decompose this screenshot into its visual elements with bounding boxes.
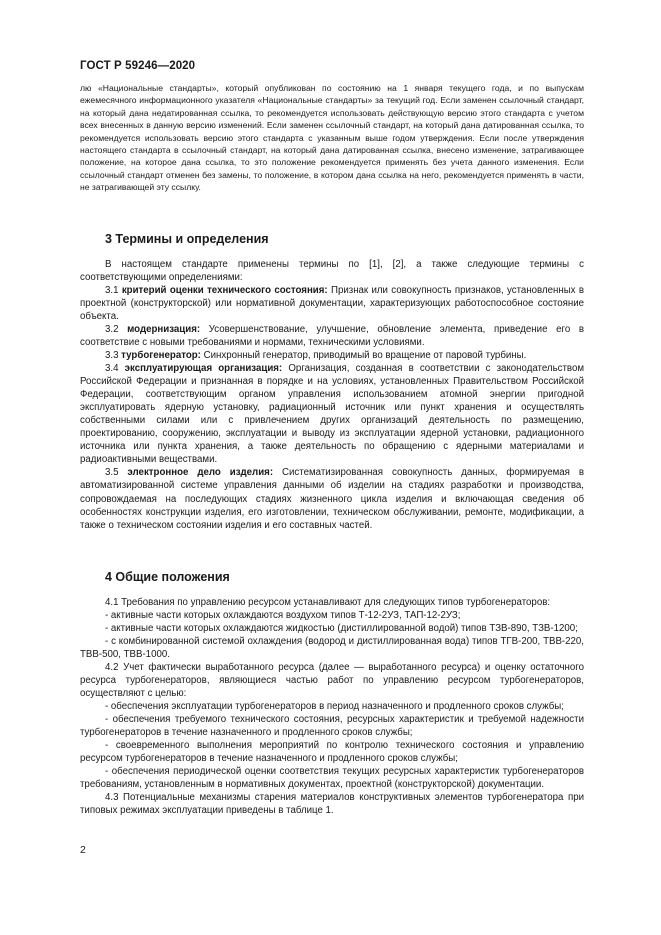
list-item: - активные части которых охлаждаются жидкостью (дистиллированной водой) типов ТЗВ-890, ТЗВ-1200;	[105, 622, 578, 634]
paragraph-4-2: 4.2 Учет фактически выработанного ресурса (далее — выработанного ресурса) и оценку остаточного ресурса турбогенераторов, являющиеся частью работ по управлению ресурсом турбогенераторов, осуществляют с целью:	[80, 661, 584, 699]
term-3-1	[80, 284, 584, 323]
term-number: 3.4	[105, 363, 119, 375]
paragraph-4-3: 4.3 Потенциальные механизмы старения материалов конструктивных элементов турбогенератора при типовых режимах эксплуатации приведены в таблице 1.	[80, 792, 584, 817]
term-name: электронное дело изделия:	[127, 467, 274, 479]
page-content	[80, 82, 584, 817]
intro-paragraph: лю «Национальные стандарты», который опубликован по состоянию на 1 января текущего года, и по выпускам ежемесячного информационного указателя «Национальные стандарты» за текущий год. Если заменен ссылочный стандарт, на который дана недатированная ссылка, то рекомендуется использовать действующую версию этого стандарта с учетом всех внесенных в данную версию изменений. Если заменен ссылочный стандарт, на который дана датированная ссылка, то рекомендуется использовать версию этого стандарта с указанным выше годом утверждения. Если после утверждения настоящего стандарта в ссылочный стандарт, на который дана датированная ссылка, внесено изменение, затрагивающее положение, на которое дана ссылка, то это положение рекомендуется применять без учета данного изменения. Если ссылочный стандарт отменен без замены, то положение, в котором дана ссылка на него, рекомендуется применять в части, не затрагивающей эту ссылку.	[80, 83, 584, 193]
term-name: модернизация:	[127, 323, 201, 335]
list-item: - с комбинированной системой охлаждения (водород и дистиллированная вода) типов ТГВ-200, ТВВ-220, ТВВ-500, ТВВ-1000.	[80, 635, 584, 660]
term-3-3	[80, 349, 584, 362]
term-number: 3.1	[105, 284, 119, 296]
section-3-intro: В настоящем стандарте применены термины по [1], [2], а также следующие термины с соответствующими определениями:	[80, 258, 584, 283]
spacer	[80, 194, 584, 214]
term-3-4	[80, 362, 584, 466]
spacer	[80, 532, 584, 552]
list-item: - своевременного выполнения мероприятий по контролю технического состояния и управлению ресурсом турбогенераторов в течение назначенного и продленного сроков службы;	[80, 740, 584, 765]
term-definition: Организация, созданная в соответствии с законодательством Российской Федерации и признанная в порядке и на условиях, установленных Правительством Российской Федерации, соответствующим органом управления использованием атомной энергии пригодной эксплуатировать ядерную установку, радиационный источник или пункт хранения и осуществлять собственными силами или с привлечением других организаций деятельность по размещению, проектированию, сооружению, эксплуатации и выводу из эксплуатации ядерной установки, радиационного источника или пункта хранения, а также деятельность по обращению с ядерными материалами и радиоактивными веществами.	[80, 363, 584, 466]
term-number: 3.3	[105, 349, 119, 361]
term-number: 3.5	[105, 467, 119, 479]
term-number: 3.2	[105, 323, 119, 335]
list-item: - обеспечения периодической оценки соответствия текущих ресурсных характеристик турбогенераторов требованиям, установленным в нормативных документах, проектной (конструкторской) документации.	[80, 766, 584, 791]
term-definition: Признак или совокупность признаков, установленных в проектной (конструкторской) или нормативной документации, характеризующих работоспособное состояние объекта.	[80, 284, 584, 322]
list-item: - обеспечения требуемого технического состояния, ресурсных характеристик и требуемой надежности турбогенераторов в течение назначенного и продленного сроков службы;	[80, 714, 584, 739]
section-4-title: 4 Общие положения	[105, 569, 230, 584]
term-definition: Систематизированная совокупность данных, формируемая в автоматизированной системе управления данными об изделии на стадиях разработки и производства, сопровождаемая на последующих стадиях жизненного цикла изделия и включающая сведения об особенностях конструкции изделия, его изготовлении, техническом обслуживании, ремонте, модификации, а также о техническом состоянии изделия и его составных частей.	[80, 467, 584, 531]
term-name: турбогенератор:	[121, 349, 201, 361]
paragraph-4-1: 4.1 Требования по управлению ресурсом устанавливают для следующих типов турбогенераторов:	[105, 596, 551, 608]
term-3-5	[80, 466, 584, 531]
list-item: - обеспечения эксплуатации турбогенераторов в период назначенного и продленного сроков службы;	[105, 701, 564, 713]
list-item: - активные части которых охлаждаются воздухом типов Т-12-2УЗ, ТАП-12-2УЗ;	[105, 609, 461, 621]
term-definition: Усовершенствование, улучшение, обновление элемента, приведение его в соответствие с новыми требованиями и нормами, техническими условиями.	[80, 323, 584, 348]
page-number: 2	[80, 844, 86, 856]
term-definition: Синхронный генератор, приводимый во вращение от паровой турбины.	[203, 349, 527, 361]
term-name: эксплуатирующая организация:	[124, 363, 283, 375]
term-3-2	[80, 323, 584, 349]
term-name: критерий оценки технического состояния:	[121, 284, 328, 296]
document-header: ГОСТ Р 59246—2020	[80, 60, 196, 72]
section-3-title: 3 Термины и определения	[105, 231, 269, 246]
